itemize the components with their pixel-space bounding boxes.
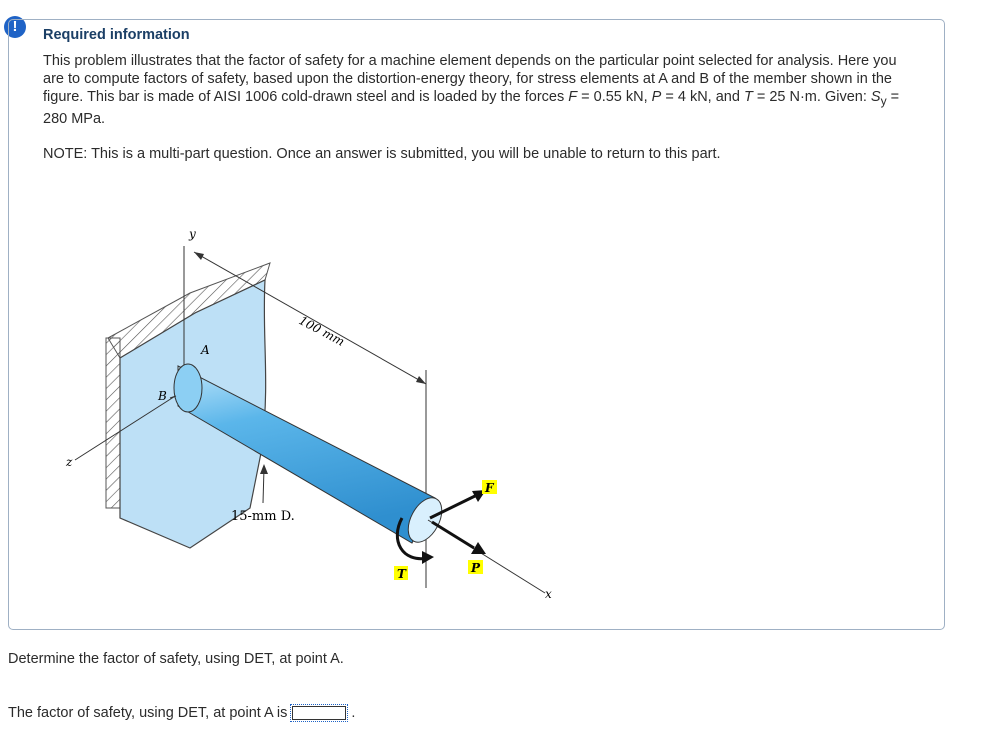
value-p: = 4 kN, and (661, 89, 744, 105)
answer-row (8, 704, 355, 722)
dim-arrow-start (194, 252, 204, 260)
value-s: = 280 MPa. (43, 89, 900, 127)
sub-y: y (880, 93, 887, 108)
answer-input[interactable] (290, 704, 348, 722)
var-p: P (651, 89, 662, 105)
label-t: T (397, 567, 406, 581)
label-f: F (485, 481, 494, 495)
problem-description (43, 52, 903, 128)
label-y: y (189, 227, 196, 241)
dim-arrow-end (416, 376, 426, 384)
diameter-label: 15-mm D. (231, 509, 295, 524)
required-info-heading: Required information (43, 27, 190, 43)
alert-icon: ! (4, 16, 26, 38)
question-text: Determine the factor of safety, using DET, at point A. (8, 651, 344, 667)
label-b: B (158, 389, 167, 403)
answer-suffix: . (351, 705, 356, 721)
var-s: S (870, 89, 881, 105)
force-p-arrow (432, 522, 474, 548)
torque-arrowhead (422, 551, 434, 564)
label-z: z (66, 455, 73, 469)
label-p: P (471, 561, 481, 575)
note-text: NOTE: This is a multi-part question. Once an answer is submitted, you will be unable to return to this part. (43, 146, 721, 162)
rod-base (174, 364, 202, 412)
var-t: T (743, 89, 753, 105)
value-t: = 25 N·m. Given: (752, 89, 871, 105)
diameter-arrow (260, 464, 268, 474)
cantilever-bar-figure (50, 218, 570, 608)
var-f: F (568, 89, 578, 105)
value-f: = 0.55 kN, (577, 89, 652, 105)
label-a: A (201, 343, 210, 357)
label-x: x (545, 587, 552, 601)
dimension-label: 100 mm (296, 313, 347, 349)
answer-label: The factor of safety, using DET, at point A is (8, 705, 288, 721)
description-text: This problem illustrates that the factor of safety for a machine element depends on the particular point selected for analysis. Here you are to compute factors of safety, based upon the distortion-energy theory, for stress elements at A and B of the member shown in the figure. This bar is made of AISI 1006 cold-drawn steel and is loaded by the forces (43, 53, 897, 105)
